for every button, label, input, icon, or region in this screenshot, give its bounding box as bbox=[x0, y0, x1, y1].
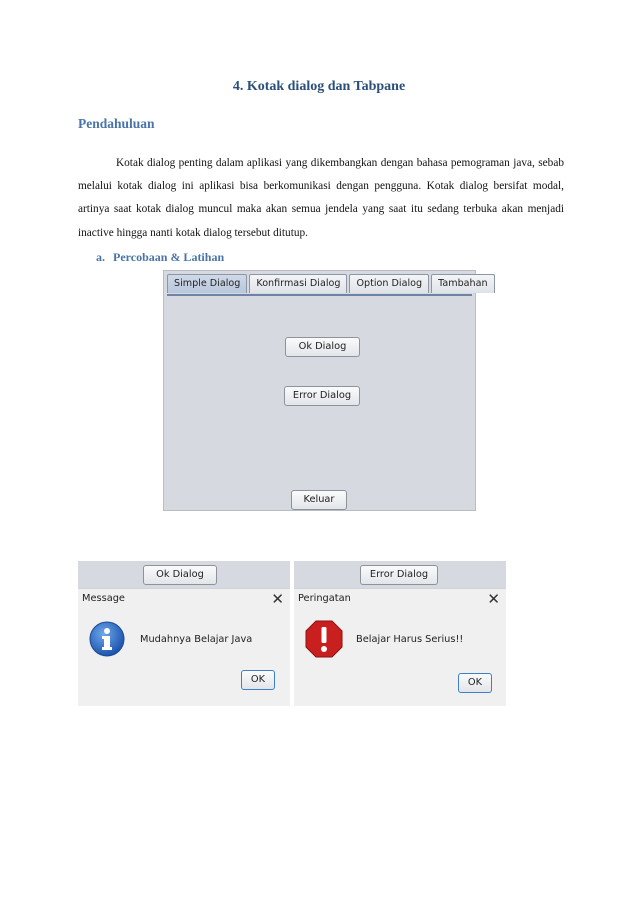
error-icon bbox=[305, 620, 343, 658]
dialog-title: Peringatan bbox=[298, 593, 351, 604]
subsection-title: Percobaan & Latihan bbox=[113, 250, 225, 264]
section-title: Pendahuluan bbox=[78, 116, 155, 131]
dialog-ok-button[interactable]: OK bbox=[241, 670, 275, 690]
tab-option-dialog[interactable]: Option Dialog bbox=[349, 274, 429, 293]
subsection-number: a. bbox=[96, 250, 105, 264]
ok-dialog-button[interactable]: Ok Dialog bbox=[285, 337, 360, 357]
dialog-ok-button[interactable]: OK bbox=[458, 673, 492, 693]
tabpane-window bbox=[163, 270, 488, 511]
error-dialog-trigger-button[interactable]: Error Dialog bbox=[360, 565, 438, 585]
error-dialog-screenshot bbox=[294, 561, 506, 706]
close-icon[interactable]: ✕ bbox=[487, 590, 500, 608]
information-icon bbox=[89, 621, 125, 657]
tab-tambahan[interactable]: Tambahan bbox=[431, 274, 495, 293]
intro-paragraph: Kotak dialog penting dalam aplikasi yang dikembangkan dengan bahasa pemograman java, sebab melalui kotak dialog ini aplikasi bisa berkomunikasi dengan pengguna. Kotak dialog bersifat modal, artinya saat kotak dialog muncul maka akan semua jendela yang saat itu sedang terbuka akan menjadi inactive hingga nanti kotak dialog tersebut ditutup. bbox=[78, 157, 564, 239]
tab-bar bbox=[167, 274, 488, 296]
tab-simple-dialog[interactable]: Simple Dialog bbox=[167, 274, 247, 293]
error-dialog-button[interactable]: Error Dialog bbox=[284, 386, 360, 406]
error-dialog bbox=[294, 588, 506, 706]
exit-button[interactable]: Keluar bbox=[291, 490, 347, 510]
tab-konfirmasi-dialog[interactable]: Konfirmasi Dialog bbox=[249, 274, 347, 293]
message-dialog-screenshot bbox=[78, 561, 290, 706]
dialog-message: Mudahnya Belajar Java bbox=[140, 634, 253, 645]
close-icon[interactable]: ✕ bbox=[271, 590, 284, 608]
ok-dialog-trigger-button[interactable]: Ok Dialog bbox=[143, 565, 217, 585]
dialog-message: Belajar Harus Serius!! bbox=[356, 634, 464, 645]
message-dialog bbox=[78, 588, 290, 706]
dialog-title: Message bbox=[82, 593, 125, 604]
subsection-heading bbox=[96, 250, 232, 265]
document-heading: 4. Kotak dialog dan Tabpane bbox=[232, 79, 406, 94]
